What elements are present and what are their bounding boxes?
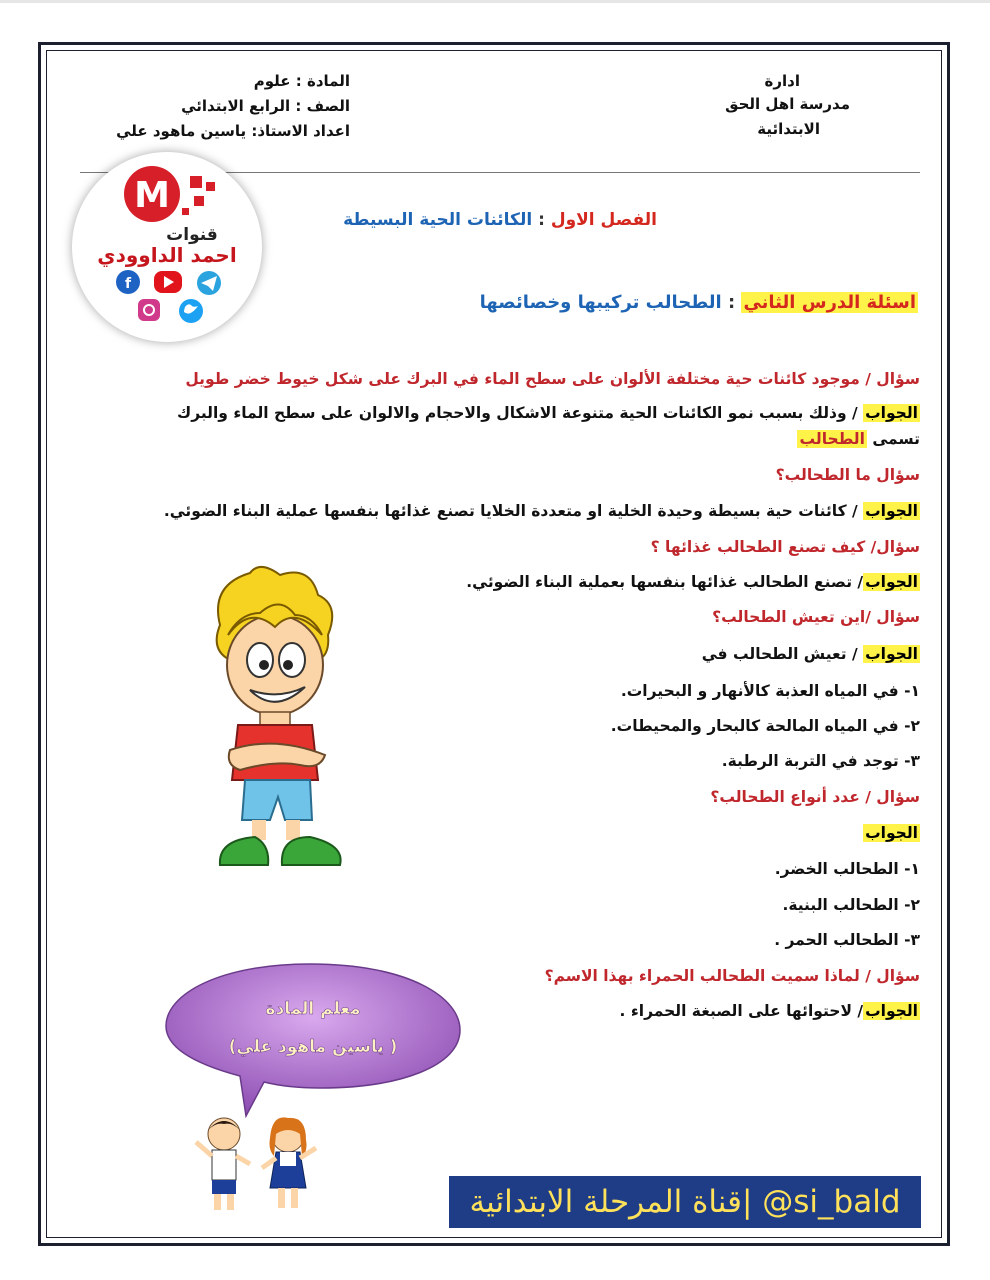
channel-logo-art [72,152,262,342]
question-4: سؤال /اين تعيش الطحالب؟ [712,608,920,626]
channel-logo [72,152,262,342]
cartoon-boy-illustration [200,565,350,870]
list-item: ٢- في المياه المالحة كالبحار والمحيطات. [610,717,920,735]
question-2: سؤال ما الطحالب؟ [775,466,920,484]
answer-2-text: / كائنات حية بسيطة وحيدة الخلية او متعددة الخلايا تصنع غذائها بنفسها عملية البناء الضوئي. [163,502,864,520]
answer-4 [702,643,920,665]
question-6: سؤال / لماذا سميت الطحالب الحمراء بهذا الاسم؟ [544,967,920,985]
answer-3 [466,571,920,593]
answer-label: الجواب [865,824,918,842]
bubble-line-1: معلم المادة [265,999,361,1019]
twitter-icon [179,299,203,323]
list-item: ١- في المياه العذبة كالأنهار و البحيرات. [620,682,920,700]
svg-text:f: f [124,276,132,292]
grade-line: الصف : الرابع الابتدائي [181,97,350,115]
lesson-title [480,292,918,313]
chapter-label: الفصل الاول [550,210,657,230]
question-5: سؤال / عدد أنواع الطحالب؟ [710,788,920,806]
answer-6-text: / لاحتوائها على الصبغة الحمراء . [619,1002,864,1020]
answer-2 [164,500,920,522]
list-item: ٢- الطحالب البنية. [782,896,920,914]
bubble-line-2: ( ياسين ماهود علي) [228,1037,398,1057]
answer-1-text: / وذلك بسبب نمو الكائنات الحية متنوعة الاشكال والاحجام والالوان على سطح الماء والبرك [176,404,864,422]
answer-6 [620,1000,920,1022]
school-level: الابتدائية [757,120,820,138]
list-item: ٣- توجد في التربة الرطبة. [721,752,920,770]
top-separator [0,0,990,3]
instagram-icon [138,299,160,321]
answer-1-cont [797,428,920,450]
youtube-icon [154,271,182,293]
lesson-label: اسئلة الدرس الثاني [743,292,916,313]
answer-5 [863,822,920,844]
answer-4-text: / تعيش الطحالب في [701,645,864,663]
answer-1 [177,402,920,424]
list-item: ٣- الطحالب الحمر . [774,931,920,949]
lesson-name: الطحالب تركيبها وخصائصها [479,292,722,313]
answer-1-text2: تسمى [866,430,920,448]
facebook-icon [116,270,140,294]
answer-1-term: الطحالب [799,430,865,448]
answer-3-text: / تصنع الطحالب غذائها بنفسها بعملية البناء الضوئي. [466,573,864,591]
teacher-line: اعداد الاستاذ: ياسين ماهود علي [116,122,350,140]
question-1: سؤال / موجود كائنات حية مختلفة الألوان على سطح الماء في البرك على شكل خيوط خضر طويل [185,370,920,388]
question-3: سؤال/ كيف تصنع الطحالب غذائها ؟ [650,538,920,556]
lesson-separator: : [727,292,736,313]
list-item: ١- الطحالب الخضر. [774,860,920,878]
telegram-icon [197,271,221,295]
chapter-title [340,210,660,230]
logo-name: احمد الداوودي [97,243,237,267]
school-name: مدرسة اهل الحق [725,95,850,113]
subject-line: المادة : علوم [253,72,350,90]
admin-label: ادارة [764,72,800,90]
school-header [765,70,800,93]
chapter-separator: : [538,210,545,230]
answer-label: الجواب [865,404,918,422]
school-kids-illustration [192,1112,322,1217]
answer-label: الجواب [865,1002,918,1020]
answer-label: الجواب [865,573,918,591]
speech-bubble [160,958,470,1118]
logo-channel-word: قنوات [166,225,218,245]
svg-text:M: M [134,175,170,216]
channel-banner: قناة المرحلة الابتدائية| @si_bald [449,1176,921,1228]
answer-label: الجواب [865,502,918,520]
answer-label: الجواب [865,645,918,663]
chapter-name: الكائنات الحية البسيطة [343,210,533,230]
